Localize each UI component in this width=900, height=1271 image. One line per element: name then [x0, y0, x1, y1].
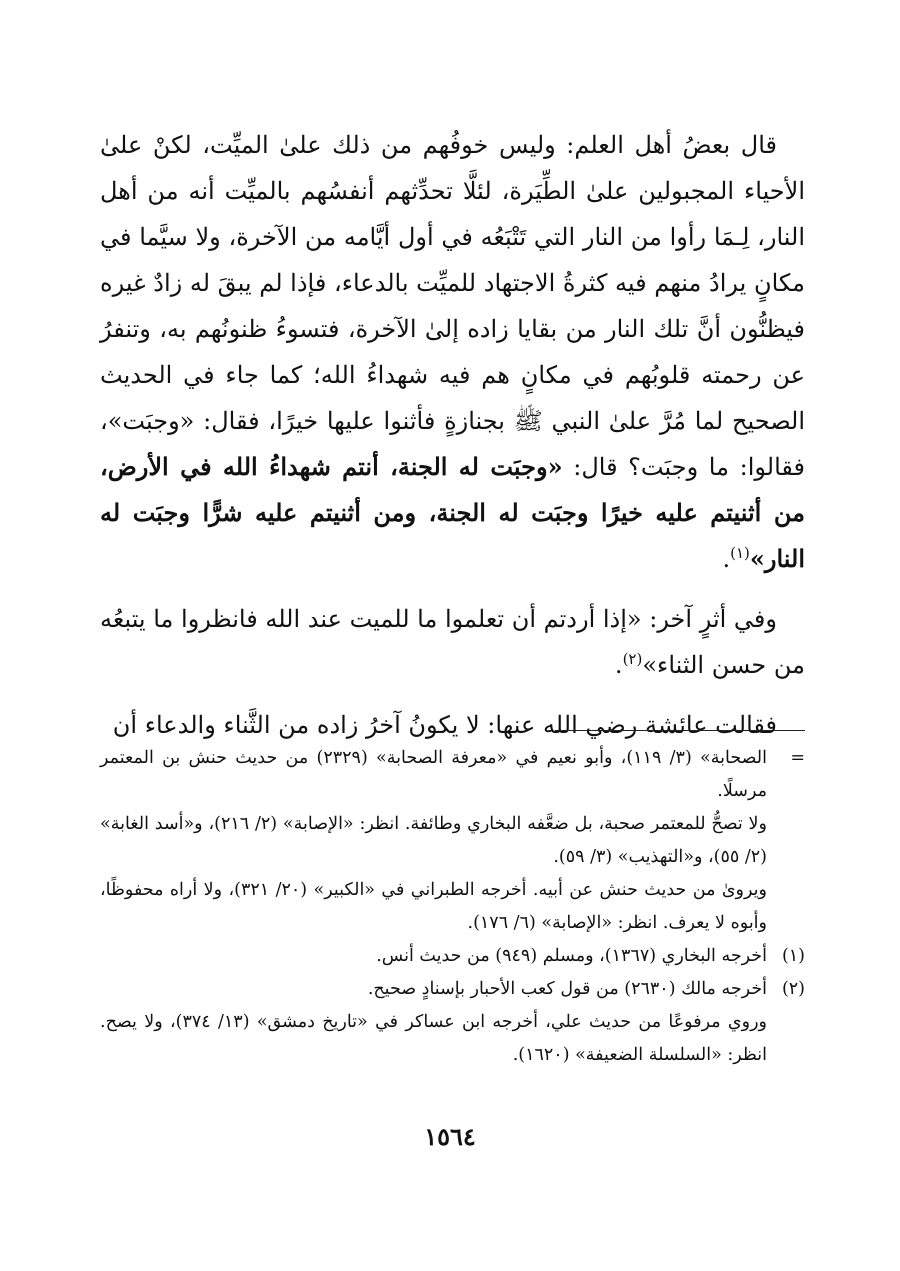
footnote-text: أخرجه البخاري (١٣٦٧)، ومسلم (٩٤٩) من حديث أنس.	[376, 946, 767, 966]
paragraph-3: فقالت عائشة رضي الله عنها: لا يكونُ آخرُ زاده من الثَّناء والدعاء أن	[112, 711, 777, 739]
footnote-text: أخرجه مالك (٢٦٣٠) من قول كعب الأحبار بإسنادٍ صحيح.	[367, 979, 767, 999]
footnote-1	[100, 940, 805, 973]
hadith-quote: «وجبَت له الجنة، أنتم شهداءُ الله في الأرض، من أثنيتم عليه خيرًا وجبَت له الجنة، ومن أثنيتم عليه شرًّا وجبَت له النار»	[100, 452, 805, 573]
footnote-ref-1: (١)	[730, 544, 750, 562]
footnote-mark: =	[790, 748, 805, 768]
footnote-2-continuation	[100, 1006, 805, 1072]
footnote-mark	[767, 808, 805, 874]
footnote-text: ويروىٰ من حديث حنش عن أبيه. أخرجه الطبراني في «الكبير» (٢٠/ ٣٢١)، ولا أراه محفوظًا، وأبوه لا يعرف. انظر: «الإصابة» (٦/ ١٧٦).	[100, 880, 767, 933]
paragraph-2	[100, 596, 805, 688]
footnote-mark: (١)	[781, 946, 805, 966]
main-text	[100, 122, 805, 748]
footnote-continuation	[100, 808, 805, 874]
footnote-text: وروي مرفوعًا من حديث علي، أخرجه ابن عساكر في «تاريخ دمشق» (١٣/ ٣٧٤)، ولا يصح. انظر: «السلسلة الضعيفة» (١٦٢٠).	[100, 1012, 767, 1065]
footnote-text: ولا تصحُّ للمعتمر صحبة، بل ضعَّفه البخاري وطائفة. انظر: «الإصابة» (٢/ ٢١٦)، و«أسد الغابة» (٢/ ٥٥)، و«التهذيب» (٣/ ٥٩).	[100, 814, 767, 867]
footnote-mark: (٢)	[781, 979, 805, 999]
footnote-continuation	[100, 874, 805, 940]
footnotes	[100, 742, 805, 1072]
footnote-mark	[767, 1006, 805, 1072]
footnote-text: الصحابة» (٣/ ١١٩)، وأبو نعيم في «معرفة الصحابة» (٢٣٢٩) من حديث حنش بن المعتمر مرسلًا.	[100, 748, 767, 801]
footnote-continuation	[100, 742, 805, 808]
footnote-ref-2: (٢)	[622, 650, 643, 668]
footnote-2	[100, 973, 805, 1006]
footnote-separator	[555, 730, 805, 731]
paragraph-1-end: .	[722, 545, 731, 573]
paragraph-2-text: وفي أثرٍ آخر: «إذا أردتم أن تعلموا ما للميت عند الله فانظروا ما يتبعُه من حسن الثناء»	[100, 605, 805, 679]
page-number: ١٥٦٤	[424, 1122, 476, 1151]
paragraph-1-text: قال بعضُ أهل العلم: وليس خوفُهم من ذلك علىٰ الميِّت، لكنْ علىٰ الأحياء المجبولين علىٰ الطِّيَرة، لئلَّا تحدِّثهم أنفسُهم بالميِّت أنه من أهل النار، لِـمَا رأوا من النار التي تَتْبَعُه في أول أيَّامه من الآخرة، ولا سيَّما في مكانٍ يرادُ منهم فيه كثرةُ الاجتهاد للميِّت بالدعاء، فإذا لم يبقَ له زادٌ غيره فيظنُّون أنَّ تلك النار من بقايا زاده إلىٰ الآخرة، فتسوءُ ظنونُهم به، وتنفرُ عن رحمته قلوبُهم في مكانٍ هم فيه شهداءُ الله؛ كما جاء في الحديث الصحيح لما مُرَّ علىٰ النبي ﷺ بجنازةٍ فأثنوا عليها خيرًا، فقال: «وجبَت»، فقالوا: ما وجبَت؟ قال:	[100, 131, 806, 481]
paragraph-1	[100, 122, 805, 582]
footnote-mark	[767, 874, 805, 940]
paragraph-2-end: .	[614, 651, 623, 679]
